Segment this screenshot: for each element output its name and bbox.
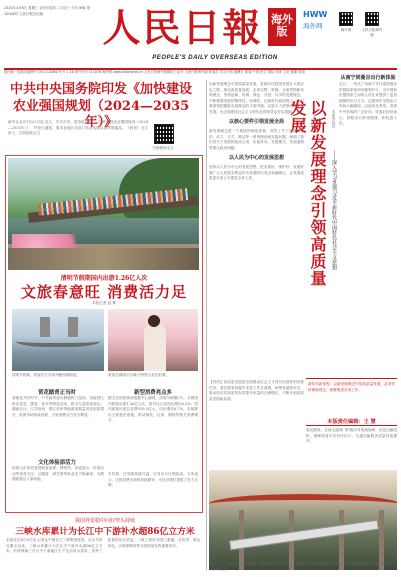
section-subhead: 以人民为中心的发展思想 xyxy=(228,154,284,161)
article-column: 春暖花开好时节，户外踏青成为假期热门选择。各地景区推出赏花、露营、徒步等特色活动，吸引大量游客前往。湖南长沙、江苏扬州、浙江杭州等地游客数量同比明显增长，旅游市场持续回暖，文旅消费活力充分释放。 xyxy=(12,396,104,417)
qr-caption: 扫码阅读全文 xyxy=(152,146,174,150)
feature-main-photo[interactable] xyxy=(8,158,199,270)
photo-caption: 清明节假期，游客在江苏扬州瘦西湖游览。 xyxy=(12,373,81,377)
section-subhead: 以核心要件引领发展全局 xyxy=(228,118,284,125)
photo-caption: 4月7日，一列动车组列车驶过位于湖南省怀化市的大桥。近年来，我国高铁建设不断推进，为区域经济发展注入强劲动力。（新华社发） xyxy=(209,562,394,571)
commentary-lower: 【导读】高质量发展是全面建设社会主义现代化国家的首要任务。我们要坚持稳中求进工作总基调，统筹发展和安全，推动经济实现质的有效提升和量的合理增长，不断开创高质量发展新局面。 xyxy=(209,380,304,401)
vertical-subtitle: ——深入学习贯彻习近平新时代中国特色社会主义思想 xyxy=(331,150,337,270)
masthead-issue-info: 2024年3月8日 星期三 农历甲辰年二月初三 今日16版 第10048号 人民日报社出版 xyxy=(4,6,90,16)
logo-text-bottom: 海外网 xyxy=(303,22,323,30)
vertical-headline[interactable]: 以新发展理念引领高质量发展 xyxy=(288,100,327,287)
feature-kicker: 清明节假期国内出游1.26亿人次 xyxy=(60,275,148,282)
section-subhead: 文化体验添活力 xyxy=(38,460,76,466)
column-divider xyxy=(206,80,207,570)
qr-caption: 海外网 xyxy=(340,28,352,32)
photo-caption: 游客在湖南长沙橘子洲景区赏花拍照。 xyxy=(108,373,170,377)
article-column: 据文化和旅游部数据中心测算，清明节假期3天，全国国内旅游出游1.26亿人次，按可比口径同比增长6.3%；国内游客出游总花费539.5亿元，同比增长6.7%。各地推出文旅惠民措施，带动餐饮、住宿、购物等相关消费增长。 xyxy=(108,396,198,423)
section-subhead: 本版责任编辑：王 慧 xyxy=(327,419,376,425)
right-column-headline[interactable]: 从南宁到曼谷出行新体验 xyxy=(340,75,396,81)
bridge-train-photo[interactable] xyxy=(209,470,397,570)
logo-text-top: HWW xyxy=(303,10,328,19)
qr-code-icon[interactable] xyxy=(365,12,379,26)
masthead xyxy=(0,0,401,70)
feature-photo-right[interactable] xyxy=(108,309,198,371)
english-subtitle: PEOPLE'S DAILY OVERSEAS EDITION xyxy=(152,55,278,61)
edition-badge: 海外版 xyxy=(268,8,296,46)
section-subhead: 赏花踏青正当时 xyxy=(38,390,76,396)
feature-headline[interactable]: 文旅春意旺 消费活力足 xyxy=(20,283,188,301)
index-bar: 国内统一连续出版物号 CN 11-0066 代号 1-16 国外代号 D.1076 海外网 www.haiwainet.cn 人民日报海外版微信公众号 人民日报海外版 侠客岛 学习小组 港澳台 要闻 中国 民生 国际 体育 文化 健康 旅游 xyxy=(4,70,305,74)
qr-code-icon[interactable] xyxy=(339,12,353,26)
vertical-author: 本报评论员 xyxy=(332,110,336,128)
feature-byline: 本报记者 赵 珊 xyxy=(92,301,116,305)
haiwainet-logo xyxy=(303,10,335,32)
commentary-text: 坚持以人民为中心的发展思想，把实现好、维护好、发展好最广大人民根本利益作为发展的出发点和落脚点，让发展成果更多更公平惠及全体人民。 xyxy=(209,165,304,181)
feature-article xyxy=(5,155,203,513)
article-column: 传统文化体验受到游客追捧。博物馆、非遗展示、民俗活动等备受关注，汉服游、研学游等新业态不断涌现，为假期旅游注入新动能。 xyxy=(12,466,104,482)
pull-quote: 新时代新征程，以新发展理念引领高质量发展，必须坚持系统观念，统筹推进各项工作。 xyxy=(308,382,395,392)
right-lower-body: 春运期间，各地交通部门积极应对客流高峰，优化运输组织，保障旅客平安有序出行，交通运输服务质量持续提升。 xyxy=(306,428,397,444)
bottom-article-headline[interactable]: 三峡水库累计为长江中下游补水超86亿立方米 xyxy=(15,527,195,537)
right-column-body: 近日，一列从广西南宁开往泰国曼谷的国际旅客列车顺利开行，为中国和东盟国家之间的人员往来提供了更加便捷的出行方式。这趟列车全程运行时间大幅缩短，沿途风光秀美，受到中外旅客的广泛好评。旅客们纷纷表示，铁路出行舒适便捷，体验感十足。 xyxy=(339,82,397,126)
feature-photo-left[interactable] xyxy=(12,309,104,371)
lead-headline[interactable]: 中共中央国务院印发《加快建设农业强国规划（2024—2035年）》 xyxy=(9,82,192,130)
commentary-text: 新发展理念是一个系统的理论体系，回答了关于发展的目的、动力、方式、路径等一系列理论和实践问题，阐明了我们党关于发展的政治立场、价值导向、发展模式、发展道路等重大政治问题。 xyxy=(209,129,304,150)
section-subhead: 新型消费亮点多 xyxy=(134,390,172,396)
bottom-article-body: 本报北京4月8日电 记者从中国长江三峡集团获悉，自去年汛后蓄水以来，三峡水库累计为长江中下游补水超86亿立方米，有效保障了长江中下游地区生产生活用水需求，发挥了显著的综合效益。三峡工程作为国之重器，在防洪、航运、发电、水资源利用等方面持续发挥重要作用。 xyxy=(6,538,204,554)
bottom-article-kicker: 我国外贸稳中向好势头持续 xyxy=(74,518,135,524)
commentary-text: 以新发展理念引领高质量发展，是新时代我国发展壮大的必由之路。推动高质量发展，必须完整、准确、全面贯彻新发展理念，坚持创新、协调、绿色、开放、共享的发展理念，不断增强发展的整体性、协调性。在新时代新征程上，我们要深刻把握新发展理念的丰富内涵，以更大力度推动高质量发展，为全面建设社会主义现代化国家奠定坚实基础。 xyxy=(209,82,304,114)
qr-code-icon[interactable] xyxy=(154,124,174,144)
masthead-right xyxy=(303,8,397,56)
newspaper-title: 人民日報 xyxy=(102,5,263,50)
lead-body: 新华社北京1月22日电 近日，中共中央、国务院印发了《加快建设农业强国规划（2024—2035年）》，并发出通知，要求各地区各部门结合实际认真贯彻落实。《规划》全文如下。扫码阅读全文 xyxy=(8,120,148,136)
article-column: 乡村游、近郊游持续升温，自驾出行比例较高。专家表示，文旅消费市场的持续繁荣，为经济增长提供了有力支撑。 xyxy=(108,472,198,488)
qr-caption: 人民日报海外版 xyxy=(361,28,383,37)
